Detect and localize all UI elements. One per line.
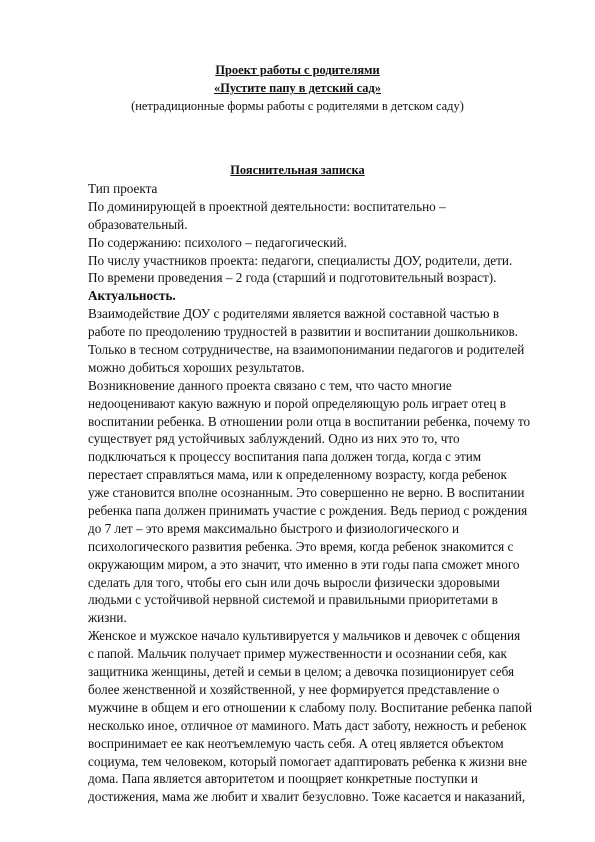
text-line: мужчине в общем и его отношении к слабому полу. Воспитание ребенка папой bbox=[88, 699, 533, 715]
text-line: защитника женщины, детей и семьи в целом; а девочка позиционирует себя bbox=[88, 664, 515, 680]
text-line: По доминирующей в проектной деятельности: воспитательно – bbox=[88, 198, 446, 214]
text-line: Только в тесном сотрудничестве, на взаимопонимании педагогов и родителей bbox=[88, 342, 525, 358]
text-line: сделать для того, чтобы его сын или дочь выросли физически здоровыми bbox=[88, 574, 500, 590]
text-line: уже становится вполне осознанным. Это совершенно не верно. В воспитании bbox=[88, 485, 525, 501]
project-title: Проект работы с родителями bbox=[215, 63, 380, 77]
section-title: Пояснительная записка bbox=[230, 163, 365, 177]
text-line: Тип проекта bbox=[88, 181, 158, 196]
text-line: психологического развития ребенка. Это время, когда ребенок знакомится с bbox=[88, 538, 514, 554]
text-line: подключаться к процессу воспитания папа должен тогда, когда с этим bbox=[88, 449, 482, 465]
text-line: до 7 лет – это время максимально быстрого и физиологического и bbox=[88, 520, 460, 536]
text-line: По содержанию: психолого – педагогический. bbox=[88, 234, 347, 250]
text-line: достижения, мама же любит и хвалит безусловно. Тоже касается и наказаний, bbox=[88, 789, 526, 805]
text-line: Женское и мужское начало культивируется у мальчиков и девочек с общения bbox=[88, 628, 521, 644]
text-line: дома. Папа является авторитетом и поощряет конкретные поступки и bbox=[88, 771, 478, 787]
text-line: перестает справляться мама, или к определенному возрасту, когда ребенок bbox=[88, 467, 507, 483]
text-line: воспитании ребенка. В отношении роли отца в воспитании ребенка, почему то bbox=[88, 413, 531, 429]
text-line: По числу участников проекта: педагоги, специалисты ДОУ, родители, дети. bbox=[88, 252, 513, 268]
project-subtitle: «Пустите папу в детский сад» bbox=[214, 81, 381, 95]
text-line: недооценивают какую важную и порой определяющую роль играет отец в bbox=[88, 395, 506, 411]
subheading-actuality: Актуальность. bbox=[88, 288, 176, 304]
text-line: образовательный. bbox=[88, 216, 188, 232]
text-line: с папой. Мальчик получает пример мужественности и осознании себя, как bbox=[88, 646, 507, 662]
text-line: Взаимодействие ДОУ с родителями является важной составной частью в bbox=[88, 306, 500, 322]
text-line: существует ряд устойчивых заблуждений. Одно из них это то, что bbox=[88, 431, 460, 447]
text-line: воспринимает ее как неотъемлемую часть себя. А отец является объектом bbox=[88, 735, 504, 751]
project-description: (нетрадиционные формы работы с родителями в детском саду) bbox=[131, 99, 464, 113]
text-line: людьми с устойчивой нервной системой и правильными приоритетами в bbox=[88, 592, 498, 608]
text-line: По времени проведения – 2 года (старший и подготовительный возраст). bbox=[88, 270, 497, 286]
text-line: Возникновение данного проекта связано с тем, что часто многие bbox=[88, 377, 452, 393]
text-line: социума, тем человеком, который помогает адаптировать ребенка к жизни вне bbox=[88, 753, 528, 769]
text-line: можно добиться хороших результатов. bbox=[88, 359, 305, 375]
text-line: ребенка папа должен принимать участие с рождения. Ведь период с рождения bbox=[88, 503, 528, 519]
text-line: жизни. bbox=[88, 610, 127, 626]
document-body bbox=[88, 180, 558, 806]
text-line: работе по преодолению трудностей в развитии и воспитании дошкольников. bbox=[88, 324, 519, 340]
text-line: более женственной и хозяйственной, у нее формируется представление о bbox=[88, 681, 500, 697]
text-line: окружающим миром, а это значит, что именно в эти годы папа сможет много bbox=[88, 556, 520, 572]
text-line: несколько иное, отличное от маминого. Мать даст заботу, нежность и ребенок bbox=[88, 717, 527, 733]
